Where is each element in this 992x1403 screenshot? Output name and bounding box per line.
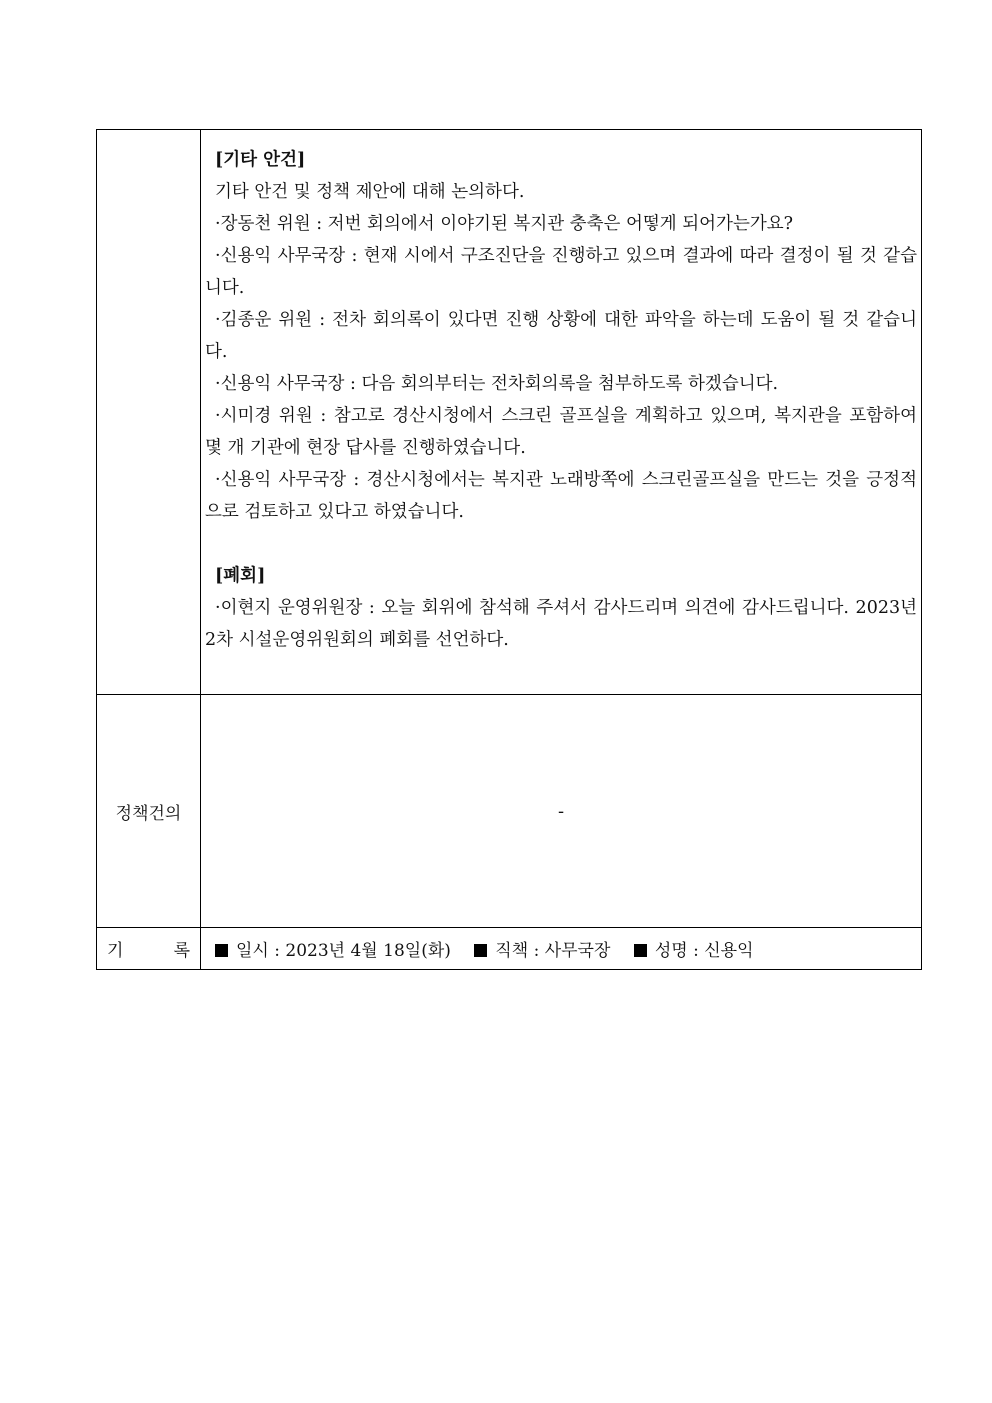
minutes-table bbox=[96, 129, 922, 970]
agenda-entry: ·시미경 위원 : 참고로 경산시청에서 스크린 골프실을 계획하고 있으며, 복지관을 포함하여 몇 개 기관에 현장 답사를 진행하였습니다. bbox=[205, 406, 917, 458]
record-label-right: 록 bbox=[173, 941, 190, 961]
name-label: 성명 bbox=[654, 941, 688, 961]
record-name bbox=[634, 941, 754, 961]
section-spacer bbox=[205, 528, 917, 560]
agenda-entry: ·신용익 사무국장 : 다음 회의부터는 전차회의록을 첨부하도록 하겠습니다. bbox=[215, 374, 779, 394]
position-value: 사무국장 bbox=[544, 941, 611, 961]
agenda-entry: ·장동천 위원 : 저번 회의에서 이야기된 복지관 충축은 어떻게 되어가는가요? bbox=[215, 214, 794, 234]
agenda-heading: [기타 안건] bbox=[215, 150, 306, 170]
policy-row bbox=[97, 695, 922, 928]
square-bullet-icon bbox=[474, 944, 487, 957]
policy-label: 정책건의 bbox=[97, 695, 201, 928]
name-value: 신용익 bbox=[704, 941, 754, 961]
separator: : bbox=[533, 941, 540, 961]
discussion-row bbox=[97, 130, 922, 695]
record-position bbox=[474, 941, 616, 961]
date-value: 2023년 4월 18일(화) bbox=[285, 941, 451, 961]
square-bullet-icon bbox=[215, 944, 228, 957]
agenda-entry: ·신용익 사무국장 : 현재 시에서 구조진단을 진행하고 있으며 결과에 따라 결정이 될 것 같습니다. bbox=[205, 246, 917, 298]
record-label-left: 기 bbox=[107, 941, 124, 961]
agenda-intro: 기타 안건 및 정책 제안에 대해 논의하다. bbox=[215, 182, 525, 202]
date-label: 일시 bbox=[236, 941, 269, 961]
closing-entry: ·이현지 운영위원장 : 오늘 회위에 참석해 주셔서 감사드리며 의견에 감사드립니다. 2023년 2차 시설운영위원회의 폐회를 선언하다. bbox=[205, 598, 917, 650]
discussion-content bbox=[201, 130, 922, 695]
agenda-entry: ·신용익 사무국장 : 경산시청에서는 복지관 노래방쪽에 스크린골프실을 만드는 것을 긍정적으로 검토하고 있다고 하였습니다. bbox=[205, 470, 917, 522]
record-info bbox=[201, 928, 922, 970]
separator: : bbox=[693, 941, 699, 961]
square-bullet-icon bbox=[634, 944, 647, 957]
policy-value: - bbox=[201, 695, 922, 928]
discussion-label-cell bbox=[97, 130, 201, 695]
position-label: 직책 bbox=[495, 941, 529, 961]
record-label-cell bbox=[97, 928, 201, 970]
agenda-entry: ·김종운 위원 : 전차 회의록이 있다면 진행 상황에 대한 파악을 하는데 도움이 될 것 같습니다. bbox=[205, 310, 917, 362]
separator: : bbox=[274, 941, 280, 961]
closing-heading: [폐회] bbox=[215, 566, 266, 586]
record-row bbox=[97, 928, 922, 970]
record-date bbox=[215, 941, 456, 961]
